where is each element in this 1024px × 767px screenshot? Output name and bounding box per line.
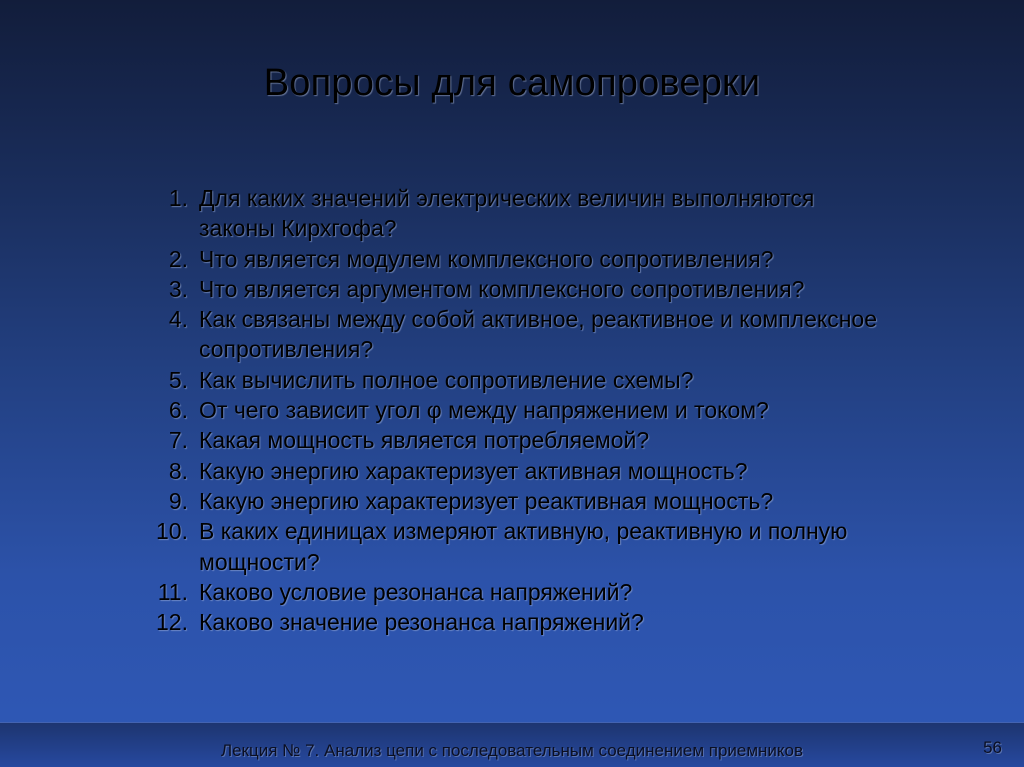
question-text: Какую энергию характеризует реактивная мощность? <box>199 487 774 514</box>
question-text: Для каких значений электрических величин выполняются законы Кирхгофа? <box>199 185 815 242</box>
question-text: Какая мощность является потребляемой? <box>199 427 650 454</box>
question-text: Как связаны между собой активное, реактивное и комплексное сопротивления? <box>199 306 877 363</box>
question-number: 6. <box>168 397 188 424</box>
list-item <box>150 577 890 607</box>
list-item <box>150 304 890 365</box>
question-text: Как вычислить полное сопротивление схемы? <box>199 366 694 393</box>
question-number: 11. <box>157 578 188 605</box>
question-number: 1. <box>168 185 188 211</box>
question-text: От чего зависит угол φ между напряжением и током? <box>199 397 769 424</box>
question-number: 8. <box>168 457 188 484</box>
list-item <box>150 244 890 274</box>
question-number: 4. <box>168 306 188 333</box>
question-number: 5. <box>168 366 188 393</box>
slide-title: Вопросы для самопроверки <box>263 62 761 104</box>
list-item <box>150 274 890 304</box>
list-item <box>150 395 890 425</box>
question-text: Каково значение резонанса напряжений? <box>199 609 644 636</box>
list-item <box>150 516 890 577</box>
list-item <box>150 425 890 455</box>
list-item <box>150 486 890 516</box>
question-text: Что является аргументом комплексного сопротивления? <box>199 275 805 302</box>
question-number: 12. <box>156 609 188 636</box>
question-number: 7. <box>168 427 188 454</box>
question-text: В каких единицах измеряют активную, реактивную и полную мощности? <box>199 518 848 575</box>
list-item <box>150 607 890 637</box>
list-item <box>150 183 890 244</box>
question-number: 9. <box>168 487 188 514</box>
list-item <box>150 365 890 395</box>
question-text: Каково условие резонанса напряжений? <box>199 578 633 605</box>
questions-list <box>150 183 890 637</box>
question-text: Что является модулем комплексного сопротивления? <box>199 245 774 272</box>
question-number: 2. <box>168 245 188 272</box>
question-text: Какую энергию характеризует активная мощность? <box>199 457 748 484</box>
footer-lecture-title: Лекция № 7. Анализ цепи с последовательным соединением приемников <box>220 741 804 760</box>
question-number: 3. <box>168 275 188 302</box>
list-item <box>150 456 890 486</box>
question-number: 10. <box>156 518 188 545</box>
page-number: 56 <box>983 738 1002 757</box>
